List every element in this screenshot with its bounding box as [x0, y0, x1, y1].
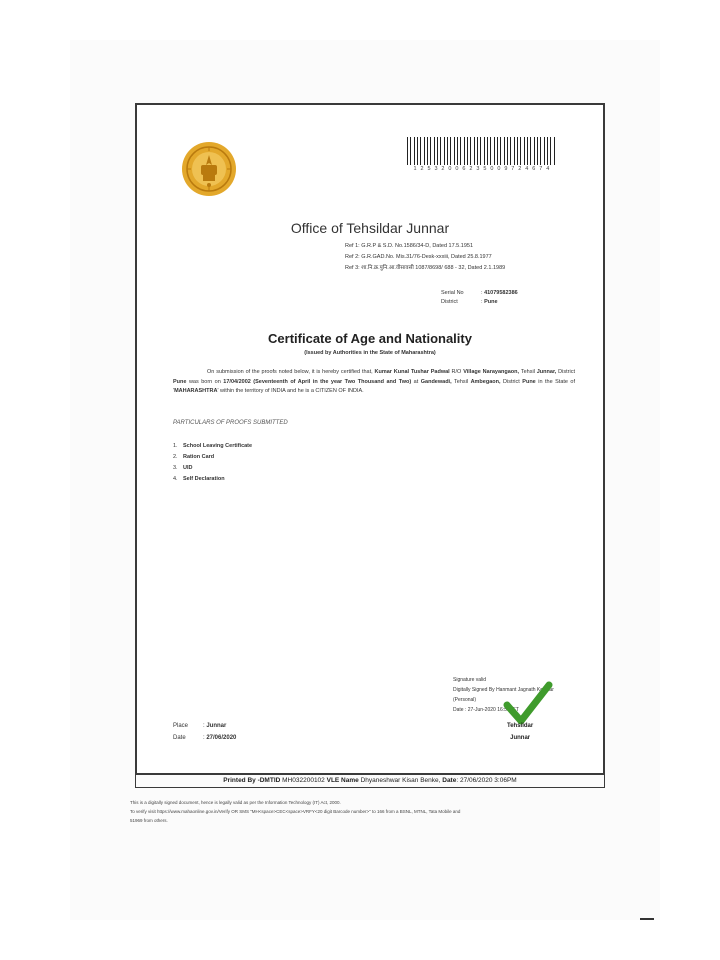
references: [345, 241, 505, 274]
list-item: 3. UID: [173, 465, 193, 471]
barcode-icon: [407, 137, 559, 165]
place-date: Place : Junnar Date : 27/06/2020: [173, 723, 237, 741]
footer-notes: This is a digitally signed document, hence is legally valid as per the Information Technology (IT) Act, 2000. To verify visit https://www.mahaonline.gov.in/Verify OR SMS "MH<space>CEC<space>VRFY<20 digit Barcode number>" to 166 from a BSNL, MTNL, Tata Mobile and 51969 from others.: [130, 800, 461, 823]
reference-line: Ref 2: G.R.GAD.No. Mis.31/76-Desk-xxxiii, Dated 25.8.1977: [345, 254, 492, 260]
maharashtra-seal-icon: [181, 141, 237, 197]
district-value: Pune: [484, 299, 498, 305]
certificate-body: On submission of the proofs noted below, it is hereby certified that, Kumar Kunal Tushar Padwal R/O Village Narayangaon, Tehsil Junnar, District Pune was born on 17/04/2002 (Seventeenth of April in the year Two Thousand and Two) at Gandewadi, Tehsil Ambegaon, District Pune in the State of 'MAHARASHTRA' within the territory of INDIA and he is a CITIZEN OF INDIA.: [173, 369, 576, 394]
district-label: District: [441, 299, 458, 305]
date-of-birth: 17/04/2002 (Seventeenth of April in the year Two Thousand and Two): [223, 378, 412, 385]
proofs-list: [173, 441, 252, 485]
list-item: 1. School Leaving Certificate: [173, 443, 253, 449]
proofs-heading: PARTICULARS OF PROOFS SUBMITTED: [173, 420, 288, 426]
list-item: 4. Self Declaration: [173, 476, 225, 482]
serial-label: Serial No: [441, 290, 464, 296]
office-title: Office of Tehsildar Junnar: [290, 220, 450, 236]
barcode-number: 1 2 5 3 2 0 0 6 2 3 5 0 0 9 7 2 4 6 7 4: [413, 166, 551, 172]
holder-name: Kumar Kunal Tushar Padwal: [374, 369, 450, 375]
list-item: 2. Ration Card: [173, 454, 215, 460]
reference-line: Ref 1: G.R.P & S.D. No.1586/34-D, Dated 17.5.1951: [345, 243, 473, 249]
certificate-title: Certificate of Age and Nationality: [268, 331, 472, 346]
certificate-frame: [135, 103, 605, 775]
certificate-subtitle: (Issued by Authorities in the State of Maharashtra): [304, 350, 436, 356]
scan-mark: [640, 918, 654, 920]
digital-signature: Signature valid Digitally Signed By Hanmant Jagnath Kolekar (Personal) Date : 27-Jun-2020 16:55 IST: [453, 677, 554, 713]
reference-line: Ref 3: शा.नि.क्र.पुनि.आ.वीसावसी 1087/8698/ 688 - 32, Dated 2.1.1989: [345, 265, 506, 271]
officer-designation: Tehsildar Junnar: [507, 723, 534, 741]
printed-by-line: Printed By -DMTID MH032200102 VLE Name Dhyaneshwar Kisan Benke, Date: 27/06/2020 3:06PM: [135, 775, 605, 788]
serial-block: Serial No : 41079582386 District : Pune: [441, 290, 518, 305]
serial-value: 41079582386: [484, 290, 518, 296]
